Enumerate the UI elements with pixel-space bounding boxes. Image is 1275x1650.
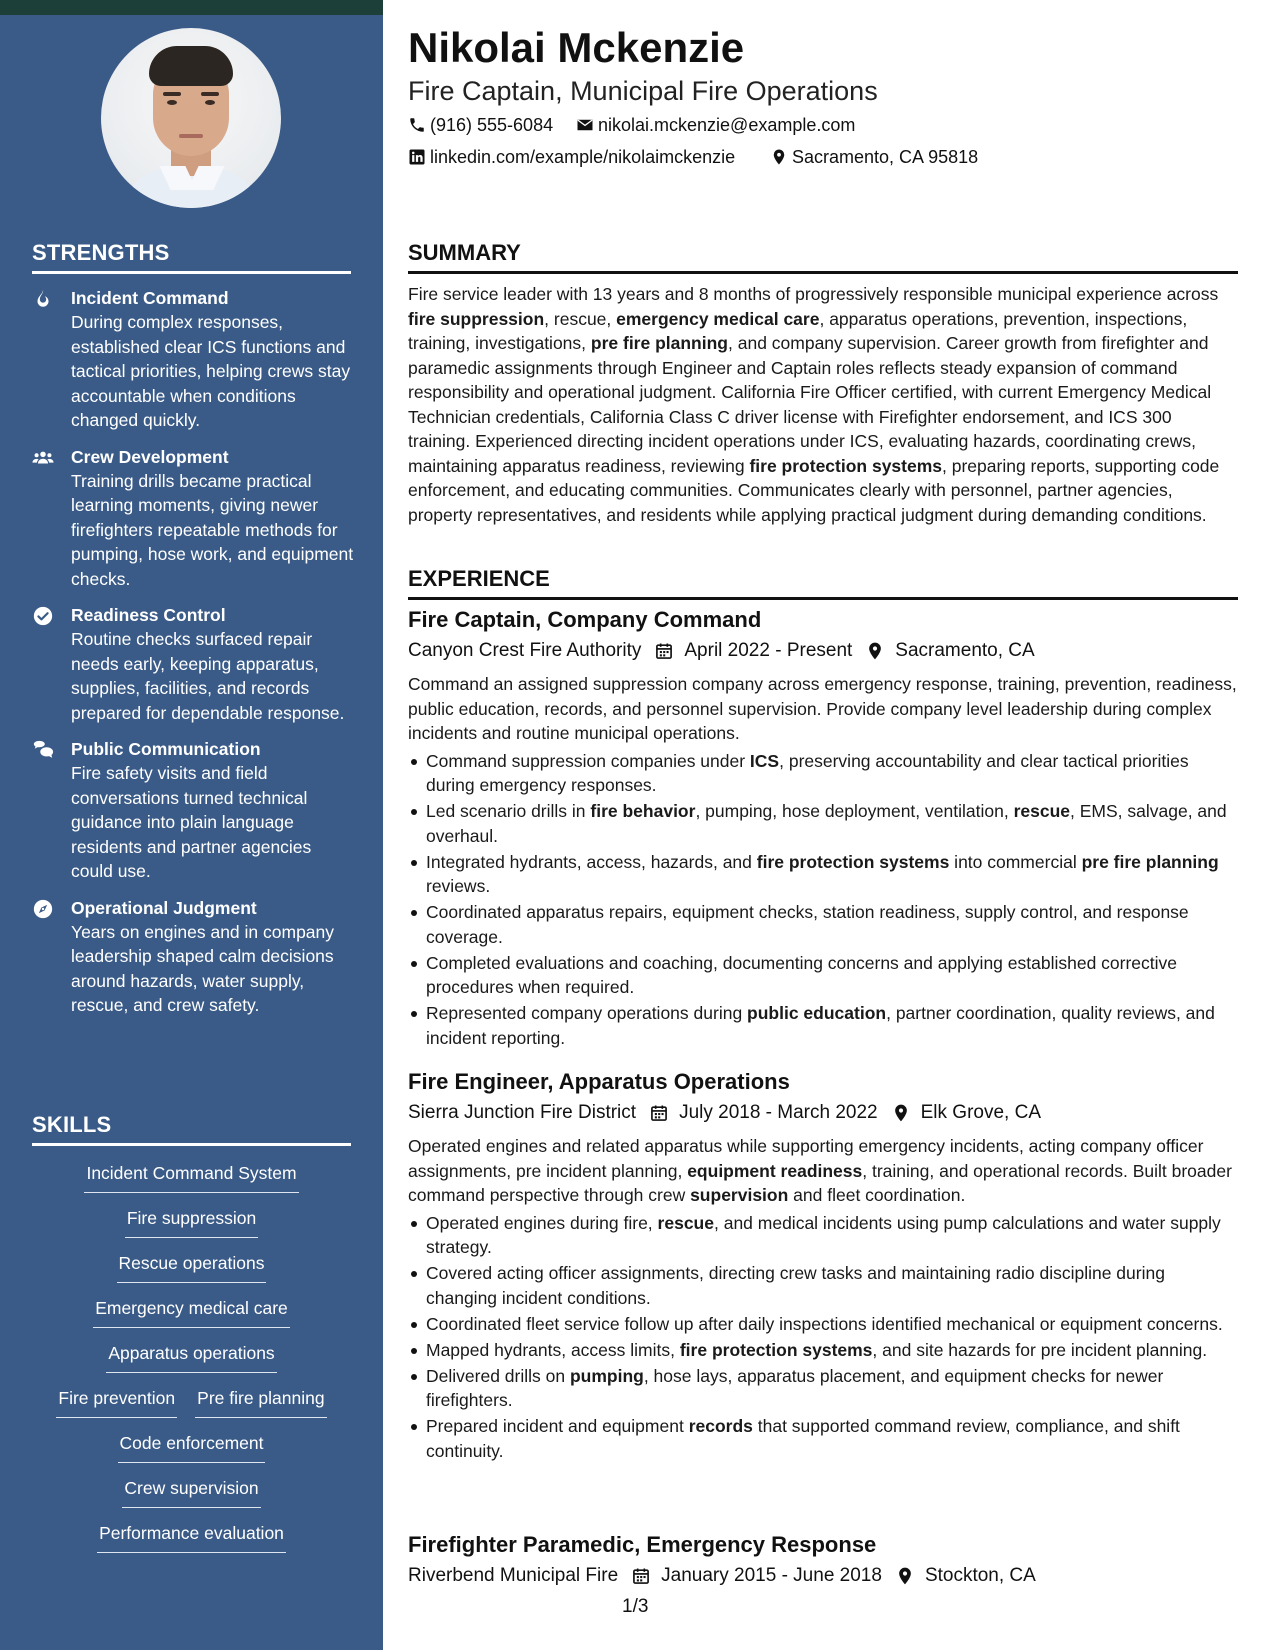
summary-heading: SUMMARY	[408, 240, 1238, 274]
email-text[interactable]: nikolai.mckenzie@example.com	[598, 115, 856, 135]
strength-item	[32, 737, 354, 884]
job-meta	[408, 1098, 1238, 1128]
job-bullets	[408, 749, 1238, 1051]
strength-description: During complex responses, established clear ICS functions and tactical priorities, helping crews stay accountable when conditions changed quickly.	[71, 312, 351, 430]
job-dates: April 2022 - Present	[684, 640, 853, 661]
strength-item	[32, 445, 354, 592]
strength-title: Operational Judgment	[71, 897, 257, 918]
email-contact[interactable]	[576, 113, 855, 137]
job-title: Fire Captain, Company Command	[408, 607, 762, 632]
skill-tag: Apparatus operations	[106, 1340, 276, 1373]
calendar-icon	[649, 1103, 669, 1123]
page-number: 1/3	[622, 1596, 649, 1617]
list-item: Prepared incident and equipment records that supported command review, compliance, and shift continuity.	[408, 1414, 1238, 1463]
list-item: Integrated hydrants, access, hazards, and fire protection systems into commercial pre fire planning reviews.	[408, 850, 1238, 899]
strength-item	[32, 286, 354, 433]
job-entry	[408, 1530, 1238, 1597]
job-description: Operated engines and related apparatus while supporting emergency incidents, acting company officer assignments, pre incident planning, equipment readiness, training, and operational records. Built broader command perspective through crew supervision and fleet coordination.	[408, 1136, 1232, 1205]
candidate-title: Fire Captain, Municipal Fire Operations	[408, 76, 878, 106]
chat-bubbles-icon	[32, 739, 54, 761]
fire-icon	[32, 288, 54, 310]
list-item: Led scenario drills in fire behavior, pumping, hose deployment, ventilation, rescue, EMS, salvage, and overhaul.	[408, 799, 1238, 848]
phone-text: (916) 555-6084	[430, 115, 554, 135]
job-employer: Sierra Junction Fire District	[408, 1102, 637, 1123]
job-bullets	[408, 1211, 1238, 1464]
skill-tag: Code enforcement	[118, 1430, 266, 1463]
skill-tag: Rescue operations	[117, 1250, 267, 1283]
envelope-icon	[576, 116, 594, 134]
list-item: Mapped hydrants, access limits, fire protection systems, and site hazards for pre incident planning.	[408, 1338, 1238, 1363]
strength-title: Readiness Control	[71, 605, 226, 625]
users-icon	[32, 447, 54, 469]
list-item: Operated engines during fire, rescue, and medical incidents using pump calculations and water supply strategy.	[408, 1211, 1238, 1260]
skill-tag: Incident Command System	[84, 1160, 298, 1193]
location-text: Sacramento, CA 95818	[792, 147, 979, 167]
skills-heading: SKILLS	[32, 1112, 351, 1146]
linkedin-icon	[408, 148, 426, 166]
skill-tag: Performance evaluation	[97, 1520, 286, 1553]
experience-heading: EXPERIENCE	[408, 566, 1238, 600]
compass-icon	[32, 898, 54, 920]
job-meta	[408, 1561, 1238, 1591]
linkedin-text[interactable]: linkedin.com/example/nikolaimckenzie	[430, 147, 736, 167]
strength-item	[32, 896, 354, 1018]
strength-title: Crew Development	[71, 446, 229, 467]
job-title: Fire Engineer, Apparatus Operations	[408, 1069, 790, 1094]
strength-item	[32, 603, 354, 725]
profile-photo	[101, 28, 281, 208]
job-title: Firefighter Paramedic, Emergency Response	[408, 1532, 877, 1557]
list-item: Coordinated fleet service follow up after daily inspections identified mechanical or equipment concerns.	[408, 1312, 1238, 1337]
skills-list	[32, 1160, 351, 1565]
summary-text: Fire service leader with 13 years and 8 months of progressively responsible municipal experience across fire suppression, rescue, emergency medical care, apparatus operations, prevention, inspections, training, investigations, pre fire planning, and company supervision. Career growth from firefighter and paramedic assignments through Engineer and Captain roles reflects steady expansion of command responsibility and operational judgment. California Fire Officer certified, with current Emergency Medical Technician credentials, California Class C driver license with Firefighter endorsement, and ICS 300 training. Experienced directing incident operations under ICS, evaluating hazards, coordinating crews, maintaining apparatus readiness, reviewing fire protection systems, preparing reports, supporting code enforcement, and educating communities. Communicates clearly with personnel, partner agencies, property representatives, and residents while applying practical judgment during demanding conditions.	[408, 284, 1220, 525]
job-location: Elk Grove, CA	[920, 1102, 1041, 1123]
job-meta	[408, 636, 1238, 666]
job-employer: Canyon Crest Fire Authority	[408, 640, 642, 661]
strength-description: Training drills became practical learning moments, giving newer firefighters repeatable methods for pumping, hose work, and equipment checks.	[71, 470, 354, 589]
map-pin-icon	[895, 1566, 915, 1586]
linkedin-contact[interactable]	[408, 145, 735, 169]
skill-tag: Fire suppression	[125, 1205, 258, 1238]
strength-title: Public Communication	[71, 739, 261, 759]
list-item: Covered acting officer assignments, directing crew tasks and maintaining radio discipline during changing incident conditions.	[408, 1261, 1238, 1310]
job-dates: January 2015 - June 2018	[661, 1565, 882, 1586]
check-circle-icon	[32, 605, 54, 627]
strengths-heading: STRENGTHS	[32, 240, 351, 274]
map-pin-icon	[891, 1103, 911, 1123]
list-item: Coordinated apparatus repairs, equipment checks, station readiness, supply control, and response coverage.	[408, 900, 1238, 949]
list-item: Command suppression companies under ICS, preserving accountability and clear tactical priorities during emergency responses.	[408, 749, 1238, 798]
skill-tag: Emergency medical care	[93, 1295, 290, 1328]
skill-tag: Pre fire planning	[195, 1385, 326, 1418]
map-pin-icon	[865, 641, 885, 661]
strength-description: Routine checks surfaced repair needs early, keeping apparatus, supplies, facilities, and records prepared for dependable response.	[71, 629, 345, 723]
candidate-name: Nikolai Mckenzie	[408, 24, 745, 71]
strengths-list	[32, 286, 354, 1030]
job-entry	[408, 1067, 1238, 1465]
list-item: Completed evaluations and coaching, documenting concerns and applying established corrective procedures when required.	[408, 951, 1238, 1000]
job-description: Command an assigned suppression company across emergency response, training, prevention, readiness, public education, records, and personnel supervision. Provide company level leadership during complex incidents and routine municipal operations.	[408, 674, 1237, 743]
phone-icon	[408, 116, 426, 134]
job-employer: Riverbend Municipal Fire	[408, 1565, 619, 1586]
job-entry	[408, 605, 1238, 1052]
calendar-icon	[631, 1566, 651, 1586]
calendar-icon	[654, 641, 674, 661]
location-contact	[770, 145, 978, 169]
job-location: Sacramento, CA	[895, 640, 1035, 661]
list-item: Represented company operations during public education, partner coordination, quality reviews, and incident reporting.	[408, 1001, 1238, 1050]
strength-description: Years on engines and in company leadership shaped calm decisions around hazards, water supply, rescue, and crew safety.	[71, 921, 335, 1015]
phone-contact	[408, 113, 553, 137]
job-dates: July 2018 - March 2022	[679, 1102, 878, 1123]
strength-title: Incident Command	[71, 288, 229, 308]
sidebar	[0, 0, 383, 1650]
list-item: Delivered drills on pumping, hose lays, apparatus placement, and equipment checks for newer firefighters.	[408, 1364, 1238, 1413]
strength-description: Fire safety visits and field conversations turned technical guidance into plain language residents and partner agencies could use.	[71, 763, 312, 881]
map-pin-icon	[770, 148, 788, 166]
skill-tag: Crew supervision	[122, 1475, 260, 1508]
job-location: Stockton, CA	[924, 1565, 1036, 1586]
skill-tag: Fire prevention	[56, 1385, 177, 1418]
top-strip	[0, 0, 383, 15]
